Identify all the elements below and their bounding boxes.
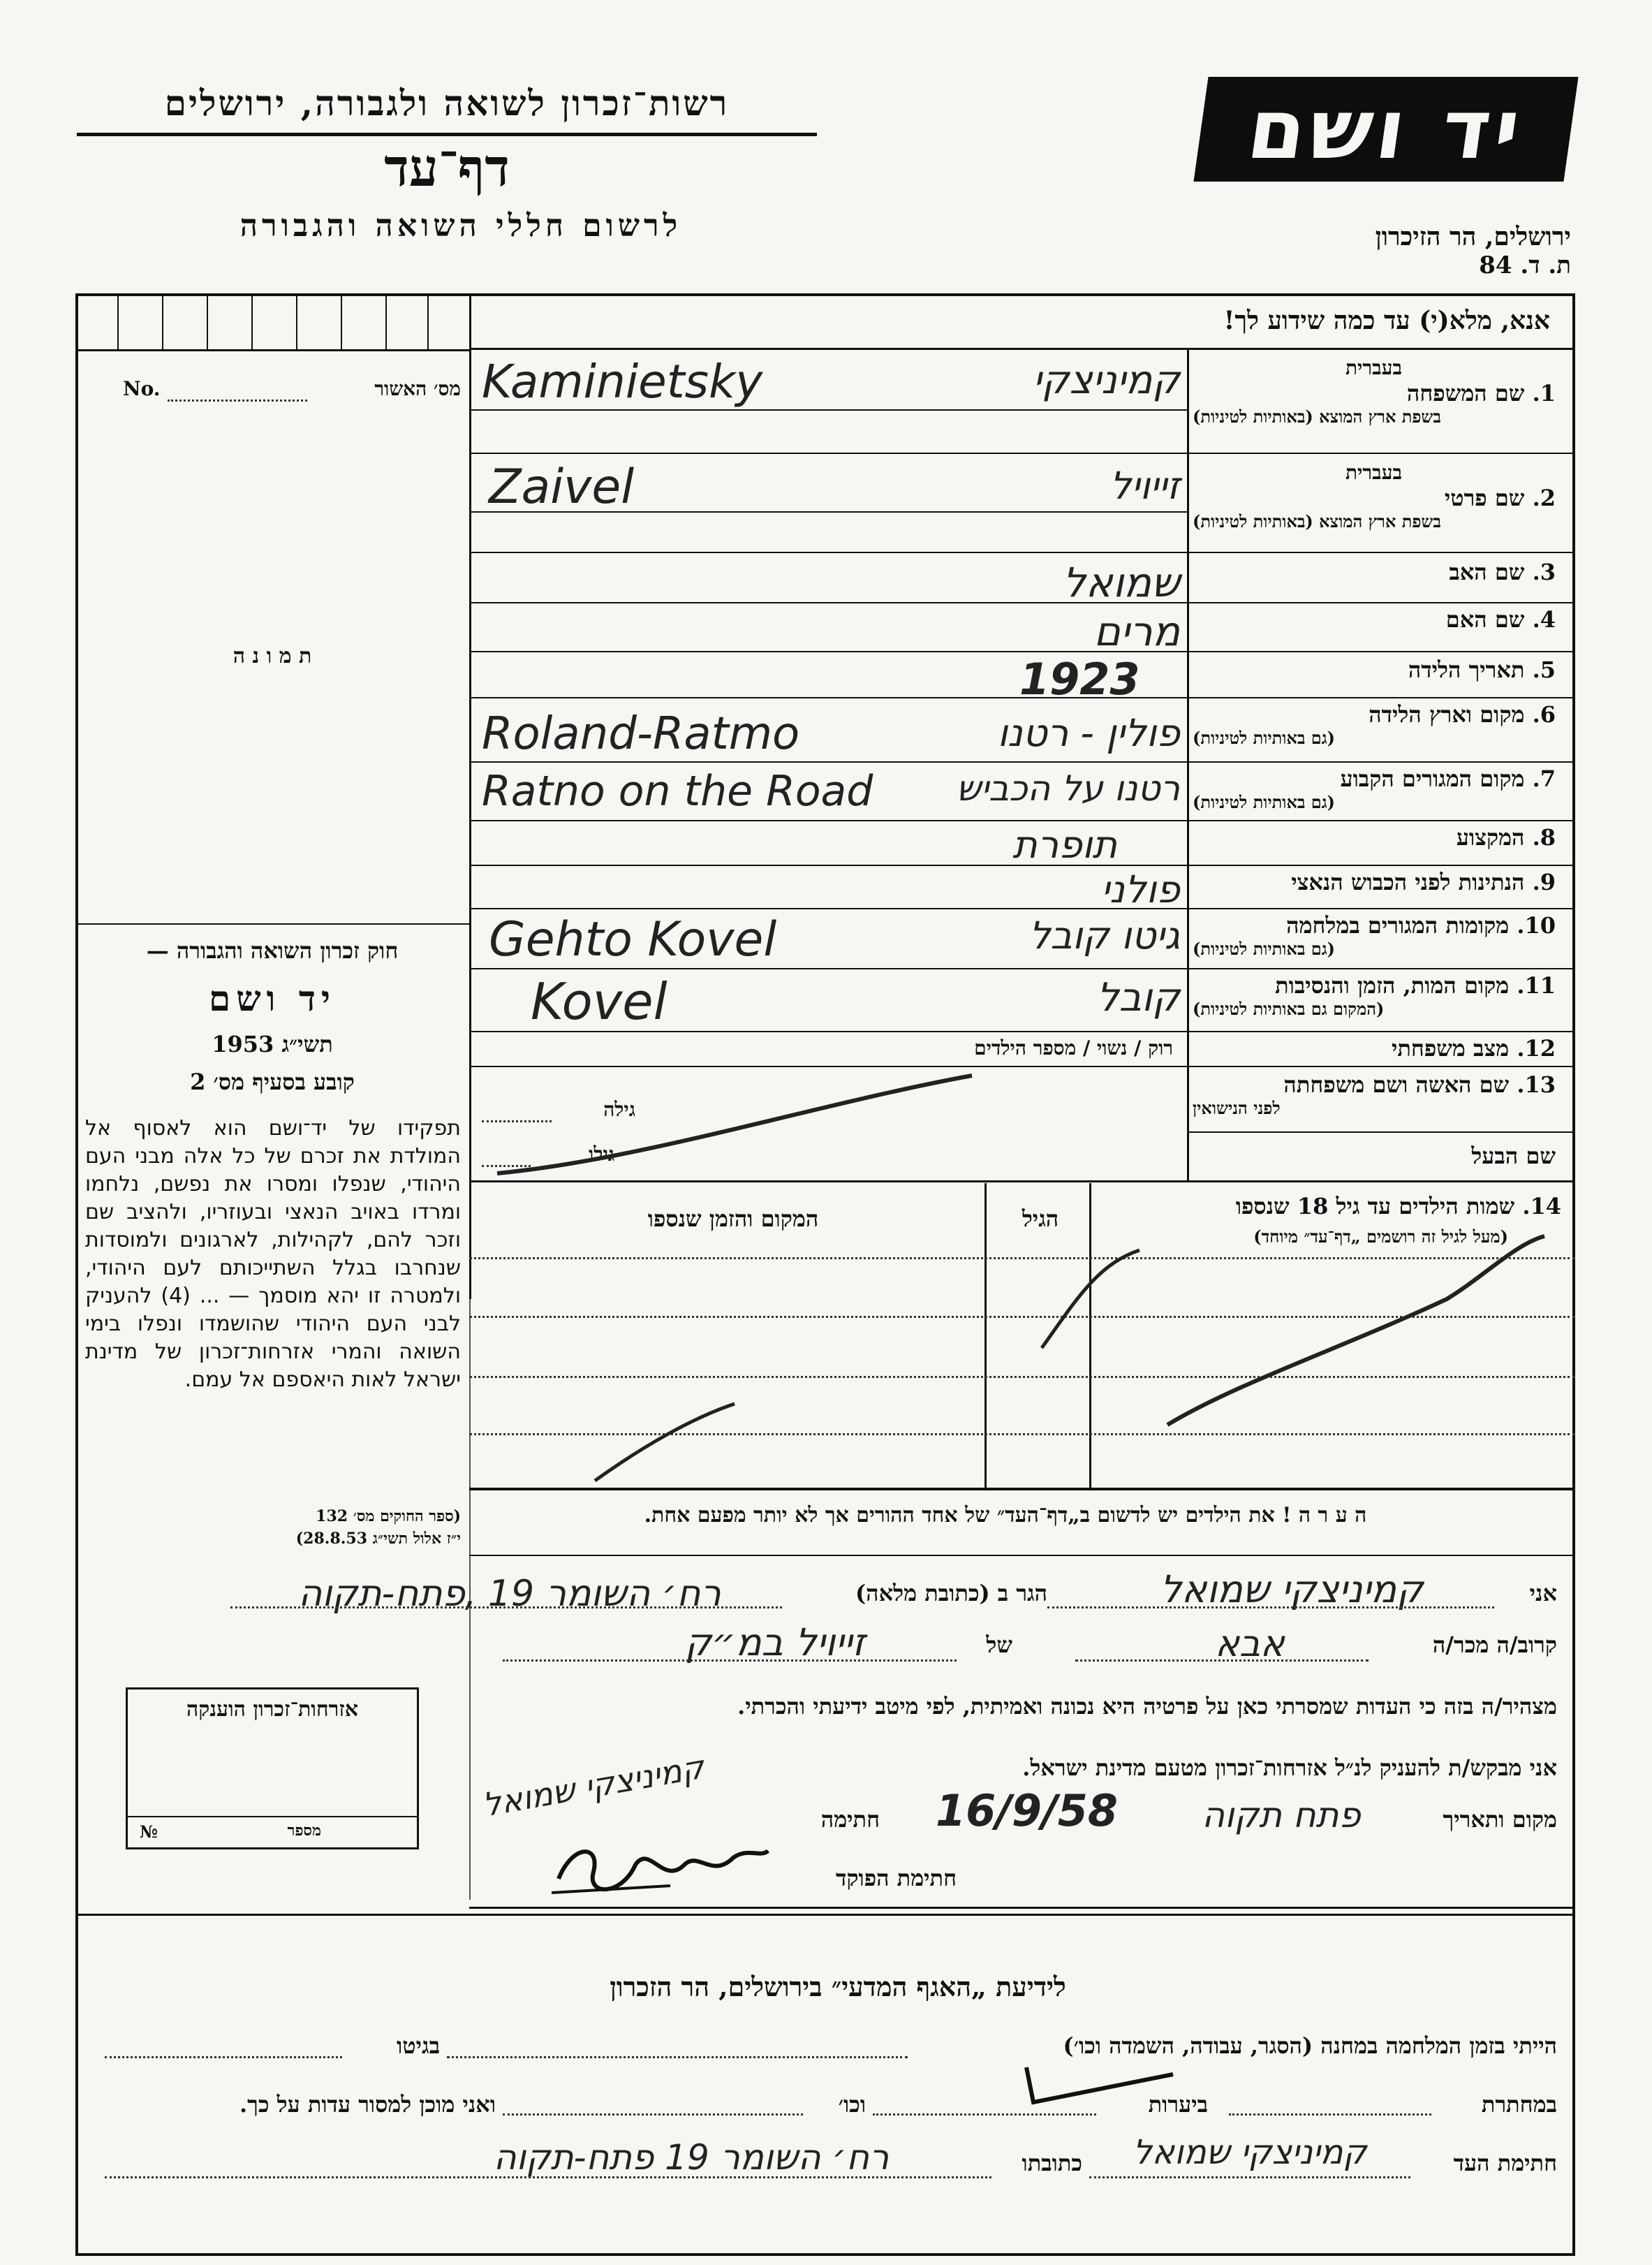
footer-underground-label: במחתרת xyxy=(1481,2091,1557,2118)
yad-vashem-logo xyxy=(1193,77,1578,182)
institution-name: רשות־זכרון לשואה ולגבורה, ירושלים xyxy=(164,82,730,124)
field-number: 7. xyxy=(1532,765,1556,792)
field-row xyxy=(1193,461,1556,532)
field-number: 13. xyxy=(1517,1071,1556,1098)
date-value: 16/9/58 xyxy=(936,1785,1118,1836)
field-number: 6. xyxy=(1532,701,1556,728)
relative-of-value: זייויל במ״ק xyxy=(684,1620,866,1664)
field-label: מקום המגורים הקבוע xyxy=(1340,765,1525,792)
number-label: מספר xyxy=(287,1821,321,1840)
field-label: מצב משפחתי xyxy=(1392,1035,1510,1062)
field-sublabel: (גם באותיות לטיניות) xyxy=(1193,792,1336,812)
hebrew-tag: בעברית xyxy=(1345,461,1402,484)
children-heading: שמות הילדים עד גיל 18 שנספו xyxy=(1235,1193,1515,1219)
field-sublabel: לפני הנישואין xyxy=(1193,1098,1281,1118)
field-sublabel: בשפת ארץ המוצא (באותיות לטיניות) xyxy=(1193,406,1441,427)
field-label: מקומות המגורים במלחמה xyxy=(1286,912,1510,939)
field-number: 4. xyxy=(1532,606,1556,633)
logo-text: יד ושם xyxy=(1241,81,1531,177)
children-number: 14. xyxy=(1522,1193,1561,1219)
field-label: שם האשה ושם משפחתה xyxy=(1283,1071,1510,1098)
field-row xyxy=(1193,869,1556,895)
marital-options: רוק / נשוי / מספר הילדים xyxy=(974,1036,1173,1060)
field-row xyxy=(1193,657,1556,683)
field-row xyxy=(1193,606,1556,633)
age-her-label: גילה xyxy=(603,1098,635,1121)
mother-name-value: מרים xyxy=(1093,608,1180,655)
field-number: 5. xyxy=(1532,657,1556,683)
field-sublabel: (גם באותיות לטיניות) xyxy=(1193,728,1336,748)
field-row xyxy=(1193,824,1556,851)
no-label: No. xyxy=(123,377,161,400)
field-number: 2. xyxy=(1532,485,1556,511)
address-label: הגר ב (כתובת מלאה) xyxy=(855,1580,1047,1606)
children-place-header: המקום והזמן שנספו xyxy=(647,1205,819,1232)
po-box: ת. ד. 84 xyxy=(1479,251,1571,279)
father-name-value: שמואל xyxy=(1062,559,1180,606)
wartime-residence-latin-value: Gehto Kovel xyxy=(489,912,777,967)
footer-forest-label: ביערות xyxy=(1148,2091,1208,2118)
children-age-header: הגיל xyxy=(1022,1205,1059,1232)
firstname-latin-value: Zaivel xyxy=(489,460,635,515)
number-sign: № xyxy=(140,1821,158,1842)
citizenship-title: אזרחות־זכרון הוענקה xyxy=(186,1697,359,1722)
footer-ghetto-label: בגיטו xyxy=(397,2032,440,2059)
residence-hebrew-value: רטנו על הכביש xyxy=(956,768,1180,809)
footer-etc-label: וכו׳ xyxy=(838,2091,866,2118)
witness-signature: קמיניצקי שמואל xyxy=(1133,2133,1367,2172)
form-subtitle: לרשום חללי השואה והגבורה xyxy=(239,208,682,244)
declarant-address-value: רח׳ השומר 19 ,פתח-תקוה xyxy=(298,1573,721,1615)
law-reference-2: י״ז אלול תשי״ג 28.8.53) xyxy=(295,1530,461,1548)
field-label: שם המשפחה xyxy=(1406,380,1525,406)
field-label: מקום המות, הזמן והנסיבות xyxy=(1275,972,1510,999)
witness-address-value: רח׳ השומר 19 פתח-תקוה xyxy=(493,2137,890,2178)
field-number: 3. xyxy=(1532,559,1556,585)
law-year: תשי״ג 1953 xyxy=(212,1031,333,1057)
field-sublabel: בשפת ארץ המוצא (באותיות לטיניות) xyxy=(1193,511,1441,532)
field-number: 12. xyxy=(1517,1035,1556,1062)
of-label: של xyxy=(986,1632,1012,1658)
nationality-value: פולני xyxy=(1101,867,1180,911)
field-number: 1. xyxy=(1532,380,1556,406)
residence-latin-value: Ratno on the Road xyxy=(482,767,873,816)
field-row xyxy=(1193,701,1556,749)
field-row xyxy=(1193,559,1556,585)
field-row xyxy=(1193,972,1556,1020)
address: ירושלים, הר הזיכרון xyxy=(1375,222,1571,251)
law-text: תפקידו של יד־ושם הוא לאסוף אל המולדת את זכרם של כל אלה מבני העם היהודי, שנפלו ומסרו את נפשם, נלחמו ומרדו באויב הנאצי ובעוזריו, ולהציב שם וזכר להם, לקהילות, לארגונים ולמוסדות שנחרבו בגלל השתייכותם לעם היהודי, ולמטרה זו יהא מוסמך — ... (4) להעניק לבני העם היהודי שהושמדו ונפלו בימי השואה והמרי אזרחות־זכרון של מדינת ישראל לאות היאספם אל עמם. xyxy=(85,1116,461,1392)
witness-signature-label: חתימת העד xyxy=(1453,2150,1557,2176)
relation-value: אבא xyxy=(1215,1623,1285,1665)
place-value: פתח תקוה xyxy=(1202,1795,1361,1835)
birthplace-hebrew-value: פולין - רטנו xyxy=(997,711,1180,755)
death-place-latin-value: Kovel xyxy=(531,972,668,1031)
declaration-text-2: אני מבקש/ת להעניק לנ״ל אזרחות־זכרון מטעם מדינת ישראל. xyxy=(1022,1754,1557,1781)
place-date-label: מקום ותאריך xyxy=(1443,1806,1557,1833)
field-row xyxy=(1193,356,1556,427)
field-sublabel: (גם באותיות לטיניות) xyxy=(1193,939,1336,959)
declarant-label: אני xyxy=(1529,1580,1557,1606)
field-label: שם האם xyxy=(1445,606,1525,633)
approval-label: מס׳ האשור xyxy=(374,377,461,400)
photo-label: ת מ ו נ ה xyxy=(233,644,312,668)
declarant-signature: קמיניצקי שמואל xyxy=(480,1747,707,1824)
law-reference-1: (ספר החוקים מס׳ 132 xyxy=(316,1507,461,1525)
field-label: תאריך הלידה xyxy=(1408,657,1525,683)
birthplace-latin-value: Roland-Ratmo xyxy=(482,708,800,760)
officer-signature-label: חתימת הפוקד xyxy=(836,1865,957,1891)
footer-camp-label: הייתי בזמן המלחמה במחנה (הסגר, עבודה, השמדה וכו׳) xyxy=(1063,2032,1557,2059)
surname-latin-value: Kaminietsky xyxy=(482,355,763,409)
law-clause: קובע בסעיף מס׳ 2 xyxy=(190,1069,355,1095)
field-number: 10. xyxy=(1517,912,1556,939)
profession-value: תופרת xyxy=(1012,823,1117,867)
field-number: 9. xyxy=(1532,869,1556,895)
forest-checkmark xyxy=(1005,2060,1187,2116)
firstname-hebrew-value: זייויל xyxy=(1109,464,1180,508)
remark-note: ה ע ר ה ! את הילדים יש לדשום ב„דף־העד״ של אחד ההורים אך לא יותר מפעם אחת. xyxy=(644,1503,1367,1527)
field-label: שם האב xyxy=(1449,559,1525,585)
death-place-hebrew-value: קובל xyxy=(1096,975,1180,1020)
witness-address-label: כתובתו xyxy=(1022,2150,1082,2176)
field-number: 8. xyxy=(1532,824,1556,851)
form-title: דף־עד xyxy=(384,138,510,198)
field-label: הנתינות לפני הכבוש הנאצי xyxy=(1291,869,1525,895)
field-label: מקום וארץ הלידה xyxy=(1369,701,1525,728)
declaration-text-1: מצהיר/ה בזה כי העדות שמסרתי כאן על פרטיה היא נכונה ואמיתית, לפי מיטב ידיעתי והכרתי. xyxy=(737,1693,1557,1720)
birth-date-value: 1923 xyxy=(1019,654,1140,705)
cancel-strokes xyxy=(469,1069,1575,1488)
officer-signature xyxy=(545,1830,782,1907)
law-name: יד ושם xyxy=(209,978,336,1019)
footer-willing-label: ואני מוכן למסור עדות על כך. xyxy=(239,2091,496,2118)
field-label: שם הבעל xyxy=(1471,1143,1556,1169)
field-row xyxy=(1193,912,1556,960)
signature-label: חתימה xyxy=(820,1806,880,1833)
field-row xyxy=(1193,765,1556,813)
children-note: (מעל לגיל זה רושמים „דף־עד״ מיוחד) xyxy=(1253,1226,1508,1247)
field-row xyxy=(1193,1035,1556,1062)
hebrew-tag: בעברית xyxy=(1345,356,1402,379)
field-label: שם פרטי xyxy=(1444,485,1525,511)
field-label: המקצוע xyxy=(1456,824,1525,851)
field-sublabel: (המקום גם באותיות לטיניות) xyxy=(1193,999,1385,1019)
law-title: חוק זכרון השואה והגבורה — xyxy=(146,937,399,964)
relation-label: קרוב/ה מכר/ה xyxy=(1432,1632,1557,1658)
age-his-label: גילו xyxy=(589,1143,614,1166)
form-instruction: אנא, מלא(י) עד כמה שידוע לך! xyxy=(1223,306,1550,335)
surname-hebrew-value: קמיניצקי xyxy=(1033,358,1180,403)
field-number: 11. xyxy=(1517,972,1556,999)
wartime-residence-hebrew-value: גיטו קובל xyxy=(1028,914,1180,958)
footer-title: לידיעת „האגף המדעי״ בירושלים, הר הזכרון xyxy=(610,1971,1066,2002)
declarant-name-value: קמיניצקי שמואל xyxy=(1160,1567,1424,1611)
